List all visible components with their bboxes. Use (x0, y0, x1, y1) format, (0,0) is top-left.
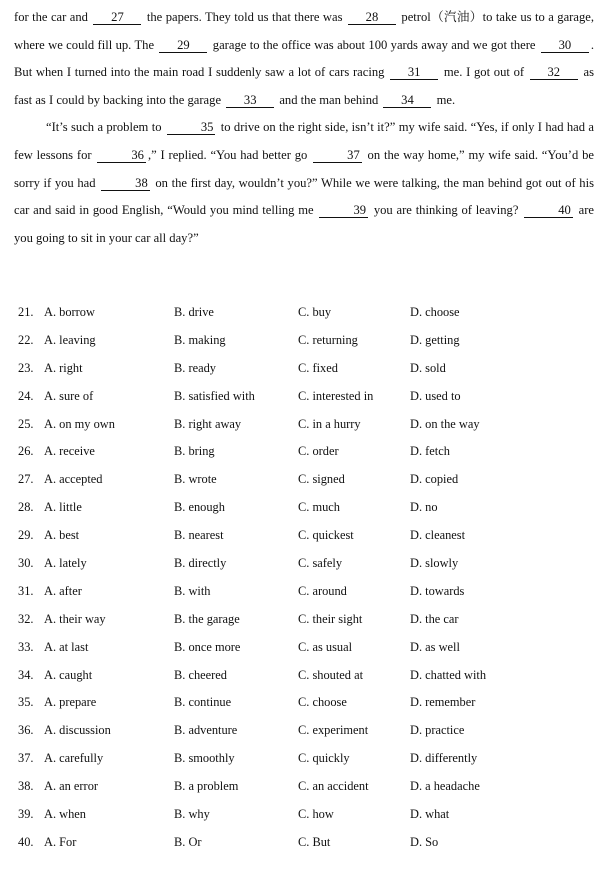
question-row (18, 668, 596, 696)
passage-paragraph-1 (14, 4, 594, 114)
option-a: A. best (44, 528, 80, 543)
blank-27: 27 (93, 10, 141, 25)
blank-31: 31 (390, 65, 438, 80)
option-b: B. once more (174, 639, 241, 654)
question-number: 24. (18, 388, 34, 403)
blank-39: 39 (319, 203, 368, 218)
option-d: D. used to (410, 388, 461, 403)
option-a: A. prepare (44, 695, 97, 710)
option-d: D. practice (410, 723, 465, 738)
option-b: B. adventure (174, 723, 238, 738)
blank-37: 37 (313, 148, 362, 163)
option-a: A. on my own (44, 416, 115, 431)
question-row (18, 417, 596, 445)
passage-text: for the car and (14, 10, 92, 24)
option-b: B. wrote (174, 472, 217, 487)
option-c: C. order (298, 444, 339, 459)
question-row (18, 556, 596, 584)
option-b: B. a problem (174, 779, 239, 794)
question-row (18, 528, 596, 556)
option-d: D. slowly (410, 556, 459, 571)
question-number: 40. (18, 834, 34, 849)
question-row (18, 333, 596, 361)
option-c: C. how (298, 807, 334, 822)
option-a: A. caught (44, 667, 93, 682)
blank-33: 33 (226, 93, 274, 108)
option-b: B. satisfied with (174, 388, 255, 403)
option-a: A. after (44, 583, 82, 598)
passage-text: “It’s such a problem to (46, 120, 165, 135)
option-d: D. a headache (410, 779, 480, 794)
cloze-passage (14, 4, 594, 252)
option-d: D. chatted with (410, 667, 487, 682)
passage-text: the papers. They told us that there was (143, 10, 346, 24)
option-b: B. the garage (174, 611, 240, 626)
question-row (18, 389, 596, 417)
blank-38: 38 (101, 176, 150, 191)
option-a: A. borrow (44, 305, 95, 319)
blank-28: 28 (348, 10, 396, 25)
passage-text: me. (433, 92, 456, 107)
blank-35: 35 (167, 120, 216, 135)
passage-text: garage to the office was about 100 yards away and we got there (209, 37, 539, 52)
option-a: A. right (44, 360, 83, 375)
question-number: 35. (18, 695, 34, 710)
passage-paragraph-2 (14, 114, 594, 252)
question-number: 23. (18, 360, 34, 375)
option-d: D. fetch (410, 444, 450, 459)
question-number: 38. (18, 779, 34, 794)
question-number: 26. (18, 444, 34, 459)
question-number: 39. (18, 807, 34, 822)
question-number: 36. (18, 723, 34, 738)
passage-text: are you going to sit in your car all day?” (14, 203, 594, 245)
passage-text: on the way home,” my wife said. “You’d be sorry if you had (14, 147, 594, 190)
question-number: 29. (18, 528, 34, 543)
option-a: A. carefully (44, 751, 104, 766)
blank-32: 32 (530, 65, 578, 80)
option-c: C. safely (298, 556, 343, 571)
option-c: C. quickest (298, 528, 354, 543)
passage-text: to drive on the right side, isn’t it?” my wife said. “Yes, if only I had had a few lessons for (14, 120, 594, 162)
question-row (18, 835, 596, 863)
option-d: D. what (410, 807, 450, 822)
option-c: C. around (298, 583, 347, 598)
question-number: 27. (18, 472, 34, 487)
question-row (18, 751, 596, 779)
question-row (18, 695, 596, 723)
question-number: 34. (18, 667, 34, 682)
question-number: 32. (18, 611, 34, 626)
option-c: C. experiment (298, 723, 369, 738)
option-b: B. Or (174, 834, 202, 849)
question-number: 22. (18, 332, 34, 347)
option-c: C. in a hurry (298, 416, 361, 431)
option-d: D. sold (410, 360, 446, 375)
option-b: B. with (174, 583, 211, 598)
option-d: D. as well (410, 639, 460, 654)
question-row (18, 723, 596, 751)
option-b: B. nearest (174, 528, 224, 543)
question-number: 30. (18, 556, 34, 571)
option-a: A. lately (44, 556, 87, 571)
option-a: A. receive (44, 444, 95, 459)
option-d: D. So (410, 834, 439, 849)
question-number: 37. (18, 751, 34, 766)
passage-text: . But when I turned into the main road I suddenly saw a lot of cars racing (14, 37, 595, 80)
question-number: 33. (18, 639, 34, 654)
question-row (18, 807, 596, 835)
blank-36: 36 (97, 148, 146, 163)
option-b: B. continue (174, 695, 232, 710)
question-number: 31. (18, 583, 34, 598)
option-c: C. But (298, 834, 331, 849)
option-b: B. why (174, 807, 210, 822)
question-number: 28. (18, 500, 34, 515)
option-b: B. right away (174, 416, 242, 431)
option-a: A. an error (44, 779, 99, 794)
option-a: A. when (44, 807, 86, 822)
option-d: D. copied (410, 472, 459, 487)
option-d: D. differently (410, 751, 478, 766)
option-d: D. remember (410, 695, 476, 710)
option-c: C. choose (298, 695, 347, 710)
answer-options-list (18, 305, 596, 863)
option-b: B. bring (174, 444, 215, 459)
option-c: C. shouted at (298, 667, 364, 682)
question-row (18, 361, 596, 389)
option-a: A. sure of (44, 388, 94, 403)
passage-text: ,” I replied. “You had better go (147, 147, 312, 162)
option-d: D. no (410, 500, 438, 515)
passage-text: as fast as I could by backing into the garage (14, 65, 594, 107)
option-b: B. enough (174, 500, 225, 515)
question-row (18, 500, 596, 528)
option-d: D. cleanest (410, 528, 466, 543)
option-b: B. making (174, 332, 226, 347)
passage-text: on the first day, wouldn’t you?” While we were talking, the man behind got out of his car and said in good English, “Would you mind telling me (14, 175, 594, 218)
option-b: B. drive (174, 305, 214, 319)
option-c: C. returning (298, 332, 358, 347)
question-number: 25. (18, 416, 34, 431)
option-c: C. quickly (298, 751, 350, 766)
blank-30: 30 (541, 38, 589, 53)
option-c: C. as usual (298, 639, 353, 654)
option-a: A. discussion (44, 723, 111, 738)
option-c: C. an accident (298, 779, 369, 794)
passage-text: petrol（汽油）to take us to a garage, where we could fill up. The (14, 10, 594, 52)
question-row (18, 779, 596, 807)
blank-34: 34 (383, 93, 431, 108)
question-row (18, 640, 596, 668)
passage-text: you are thinking of leaving? (370, 203, 523, 218)
option-c: C. much (298, 500, 340, 515)
option-a: A. For (44, 834, 77, 849)
option-d: D. getting (410, 332, 460, 347)
option-b: B. smoothly (174, 751, 235, 766)
question-row (18, 584, 596, 612)
option-b: B. directly (174, 556, 227, 571)
option-a: A. leaving (44, 332, 96, 347)
option-d: D. towards (410, 583, 465, 598)
option-a: A. little (44, 500, 82, 515)
passage-text: and the man behind (276, 92, 382, 107)
option-c: C. interested in (298, 388, 374, 403)
question-row (18, 472, 596, 500)
option-b: B. ready (174, 360, 216, 375)
option-d: D. the car (410, 611, 459, 626)
option-c: C. signed (298, 472, 345, 487)
option-a: A. their way (44, 611, 106, 626)
option-d: D. on the way (410, 416, 480, 431)
option-b: B. cheered (174, 667, 227, 682)
option-d: D. choose (410, 305, 460, 319)
option-c: C. buy (298, 305, 332, 319)
question-row (18, 612, 596, 640)
question-row (18, 444, 596, 472)
option-c: C. their sight (298, 611, 363, 626)
question-row (18, 305, 596, 333)
passage-text: me. I got out of (440, 65, 528, 80)
blank-40: 40 (524, 203, 573, 218)
option-c: C. fixed (298, 360, 338, 375)
question-number: 21. (18, 305, 34, 319)
option-a: A. at last (44, 639, 89, 654)
option-a: A. accepted (44, 472, 103, 487)
blank-29: 29 (159, 38, 207, 53)
